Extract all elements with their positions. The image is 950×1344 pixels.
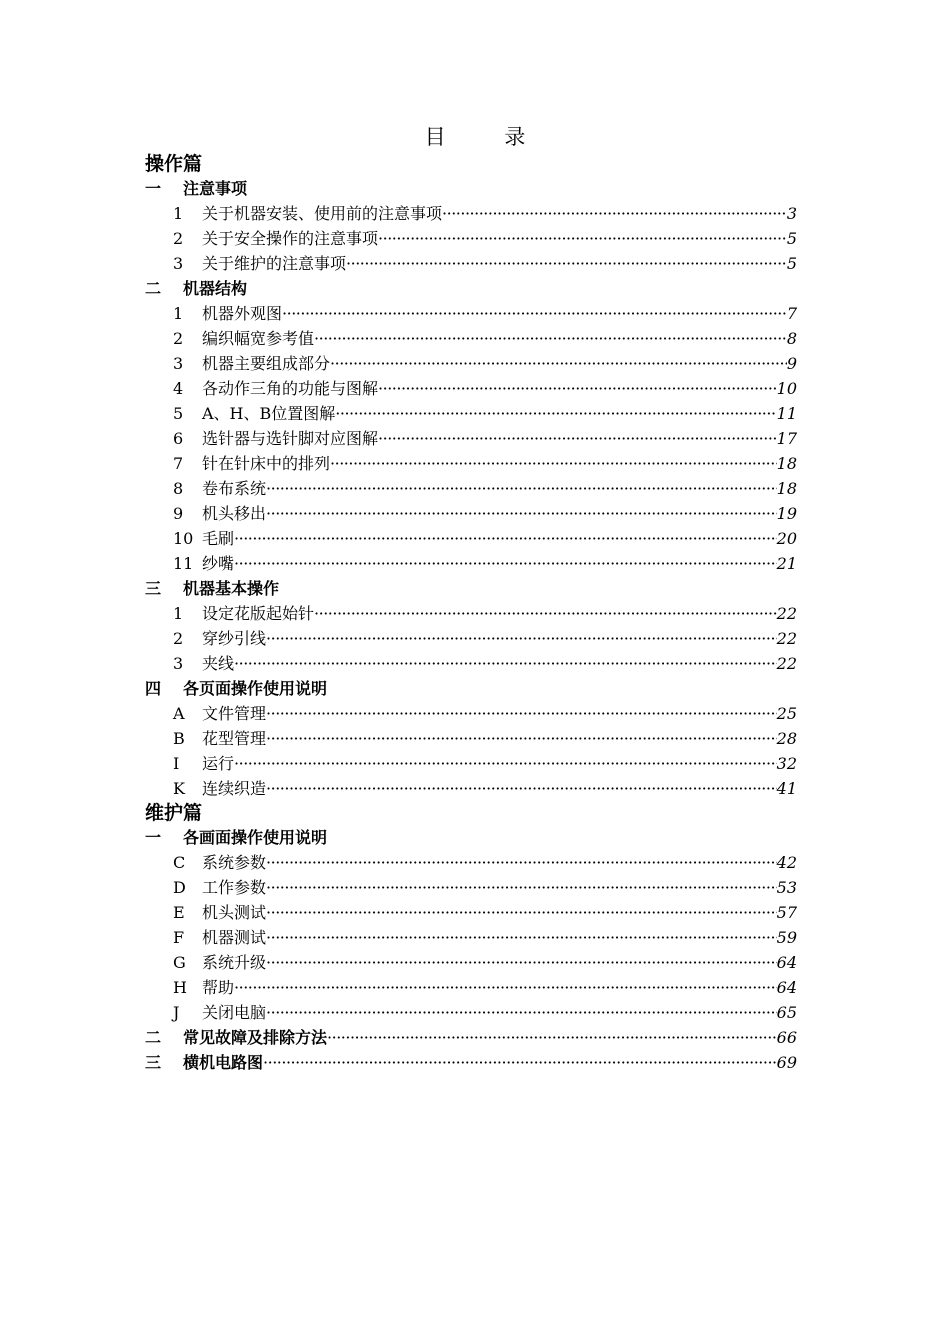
entry-number: 1 — [173, 204, 184, 223]
toc-entry[interactable] — [145, 701, 797, 726]
entry-number: 9 — [173, 504, 184, 523]
leader-dots — [378, 426, 777, 451]
entry-number: 6 — [173, 429, 184, 448]
entry-title: 横机电路图 — [183, 1053, 264, 1072]
entry-title: 关闭电脑 — [202, 1003, 267, 1022]
entry-number: A — [173, 704, 185, 723]
entry-number: 3 — [173, 354, 184, 373]
leader-dots — [314, 601, 777, 626]
page-number: 64 — [776, 953, 797, 972]
page-number: 21 — [776, 554, 797, 573]
page-number: 9 — [786, 354, 797, 373]
leader-dots — [266, 701, 777, 726]
toc-entry[interactable] — [145, 376, 797, 401]
page-number: 66 — [776, 1028, 797, 1047]
page-number: 3 — [786, 204, 797, 223]
part-heading: 维护篇 — [145, 802, 203, 824]
leader-dots — [266, 950, 777, 975]
entry-number: 5 — [173, 404, 184, 423]
entry-title: 编织幅宽参考值 — [202, 329, 315, 348]
entry-number: 二 — [145, 1028, 162, 1047]
entry-title: 机器基本操作 — [183, 579, 280, 598]
page-number: 20 — [776, 529, 797, 548]
leader-dots — [266, 850, 777, 875]
entry-number: 三 — [145, 1053, 162, 1072]
entry-title: 机器外观图 — [202, 304, 283, 323]
entry-title: 各画面操作使用说明 — [183, 828, 328, 847]
entry-number: 3 — [173, 254, 184, 273]
page-number: 53 — [776, 878, 797, 897]
entry-title: 穿纱引线 — [202, 629, 267, 648]
leader-dots — [234, 975, 777, 1000]
page-number: 22 — [776, 629, 797, 648]
toc-section[interactable] — [145, 176, 797, 201]
toc-entry[interactable] — [145, 626, 797, 651]
toc-entry[interactable] — [145, 226, 797, 251]
entry-number: 2 — [173, 329, 184, 348]
entry-title: 系统升级 — [202, 953, 267, 972]
toc-entry[interactable] — [145, 301, 797, 326]
leader-dots — [266, 1000, 777, 1025]
page-number: 25 — [776, 704, 797, 723]
page-number: 5 — [786, 254, 797, 273]
entry-number: 10 — [173, 529, 194, 548]
entry-title: 毛刷 — [202, 529, 235, 548]
toc-entry[interactable] — [145, 925, 797, 950]
entry-title: 针在针床中的排列 — [202, 454, 331, 473]
entry-title: 注意事项 — [183, 179, 248, 198]
entry-title: 运行 — [202, 754, 235, 773]
toc-entry[interactable] — [145, 501, 797, 526]
leader-dots — [314, 326, 787, 351]
entry-title: 各动作三角的功能与图解 — [202, 379, 379, 398]
toc-entry[interactable] — [145, 526, 797, 551]
leader-dots — [266, 875, 777, 900]
leader-dots — [263, 1050, 777, 1075]
entry-number: H — [173, 978, 187, 997]
entry-number: E — [173, 903, 185, 922]
page-number: 32 — [776, 754, 797, 773]
toc-section[interactable] — [145, 676, 797, 701]
leader-dots — [442, 201, 787, 226]
toc-section[interactable] — [145, 1050, 797, 1075]
entry-number: 11 — [173, 554, 194, 573]
toc-entry[interactable] — [145, 875, 797, 900]
toc-section[interactable] — [145, 825, 797, 850]
entry-number: B — [173, 729, 185, 748]
entry-number: 1 — [173, 604, 184, 623]
toc-entry[interactable] — [145, 751, 797, 776]
entry-title: 关于机器安装、使用前的注意事项 — [202, 204, 443, 223]
toc-entry[interactable] — [145, 351, 797, 376]
page-number: 10 — [776, 379, 797, 398]
page-number: 5 — [786, 229, 797, 248]
page-number: 57 — [776, 903, 797, 922]
toc-entry[interactable] — [145, 476, 797, 501]
page-number: 11 — [776, 404, 797, 423]
leader-dots — [378, 376, 777, 401]
entry-title: 工作参数 — [202, 878, 267, 897]
page-number: 59 — [776, 928, 797, 947]
entry-number: F — [173, 928, 185, 947]
entry-number: 4 — [173, 379, 184, 398]
page-number: 22 — [776, 654, 797, 673]
page-number: 42 — [776, 853, 797, 872]
entry-title: 卷布系统 — [202, 479, 267, 498]
entry-title: 各页面操作使用说明 — [183, 679, 328, 698]
entry-title: 帮助 — [202, 978, 235, 997]
toc-entry[interactable] — [145, 900, 797, 925]
entry-number: D — [173, 878, 186, 897]
page-number: 65 — [776, 1003, 797, 1022]
entry-title: 纱嘴 — [202, 554, 235, 573]
toc-entry[interactable] — [145, 451, 797, 476]
toc-entry[interactable] — [145, 426, 797, 451]
page-number: 22 — [776, 604, 797, 623]
entry-number: K — [173, 779, 185, 798]
entry-title: 机头测试 — [202, 903, 267, 922]
entry-title: 关于维护的注意事项 — [202, 254, 347, 273]
entry-title: 连续织造 — [202, 779, 267, 798]
entry-number: 一 — [145, 179, 162, 198]
entry-title: 机器主要组成部分 — [202, 354, 331, 373]
entry-number: 二 — [145, 279, 162, 298]
leader-dots — [266, 776, 777, 801]
entry-number: 1 — [173, 304, 184, 323]
toc-entry[interactable] — [145, 551, 797, 576]
toc-entry[interactable] — [145, 326, 797, 351]
entry-number: 2 — [173, 229, 184, 248]
leader-dots — [330, 451, 777, 476]
entry-title: 机器结构 — [183, 279, 248, 298]
entry-number: 2 — [173, 629, 184, 648]
part-heading: 操作篇 — [145, 153, 203, 175]
toc-entry[interactable] — [145, 776, 797, 801]
entry-title: 系统参数 — [202, 853, 267, 872]
table-of-contents — [145, 152, 797, 1075]
toc-entry[interactable] — [145, 401, 797, 426]
leader-dots — [335, 401, 776, 426]
page-number: 17 — [776, 429, 797, 448]
entry-number: 三 — [145, 579, 162, 598]
toc-section[interactable] — [145, 276, 797, 301]
leader-dots — [234, 751, 777, 776]
page-number: 69 — [776, 1053, 797, 1072]
leader-dots — [234, 651, 777, 676]
toc-section[interactable] — [145, 1025, 797, 1050]
toc-entry[interactable] — [145, 850, 797, 875]
entry-number: G — [173, 953, 186, 972]
entry-number: 四 — [145, 679, 162, 698]
leader-dots — [346, 251, 787, 276]
entry-number: 一 — [145, 828, 162, 847]
entry-number: 3 — [173, 654, 184, 673]
toc-title: 目 录 — [424, 125, 552, 149]
entry-title: 文件管理 — [202, 704, 267, 723]
toc-entry[interactable] — [145, 950, 797, 975]
page-number: 41 — [776, 779, 797, 798]
page-number: 8 — [786, 329, 797, 348]
leader-dots — [266, 925, 777, 950]
entry-title: 常见故障及排除方法 — [183, 1028, 328, 1047]
entry-title: 花型管理 — [202, 729, 267, 748]
entry-number: C — [173, 853, 186, 872]
leader-dots — [282, 301, 787, 326]
entry-number: J — [173, 1003, 180, 1022]
leader-dots — [378, 226, 787, 251]
entry-title: 夹线 — [202, 654, 235, 673]
leader-dots — [234, 526, 777, 551]
entry-number: 7 — [173, 454, 184, 473]
entry-title: A、H、B位置图解 — [202, 404, 336, 423]
toc-section[interactable] — [145, 576, 797, 601]
leader-dots — [327, 1025, 777, 1050]
page-number: 19 — [776, 504, 797, 523]
page-number: 64 — [776, 978, 797, 997]
toc-entry[interactable] — [145, 1000, 797, 1025]
leader-dots — [266, 476, 777, 501]
page-number: 18 — [776, 454, 797, 473]
toc-entry[interactable] — [145, 975, 797, 1000]
leader-dots — [266, 626, 777, 651]
leader-dots — [266, 726, 777, 751]
toc-entry[interactable] — [145, 251, 797, 276]
page-number: 7 — [786, 304, 797, 323]
toc-entry[interactable] — [145, 726, 797, 751]
leader-dots — [234, 551, 777, 576]
entry-title: 设定花版起始针 — [202, 604, 315, 623]
page-number: 28 — [776, 729, 797, 748]
toc-entry[interactable] — [145, 201, 797, 226]
entry-title: 机头移出 — [202, 504, 267, 523]
entry-title: 关于安全操作的注意事项 — [202, 229, 379, 248]
page-number: 18 — [776, 479, 797, 498]
entry-number: 8 — [173, 479, 184, 498]
entry-title: 选针器与选针脚对应图解 — [202, 429, 379, 448]
toc-entry[interactable] — [145, 651, 797, 676]
toc-entry[interactable] — [145, 601, 797, 626]
leader-dots — [266, 501, 777, 526]
leader-dots — [266, 900, 777, 925]
entry-number: I — [173, 754, 180, 773]
leader-dots — [330, 351, 787, 376]
entry-title: 机器测试 — [202, 928, 267, 947]
